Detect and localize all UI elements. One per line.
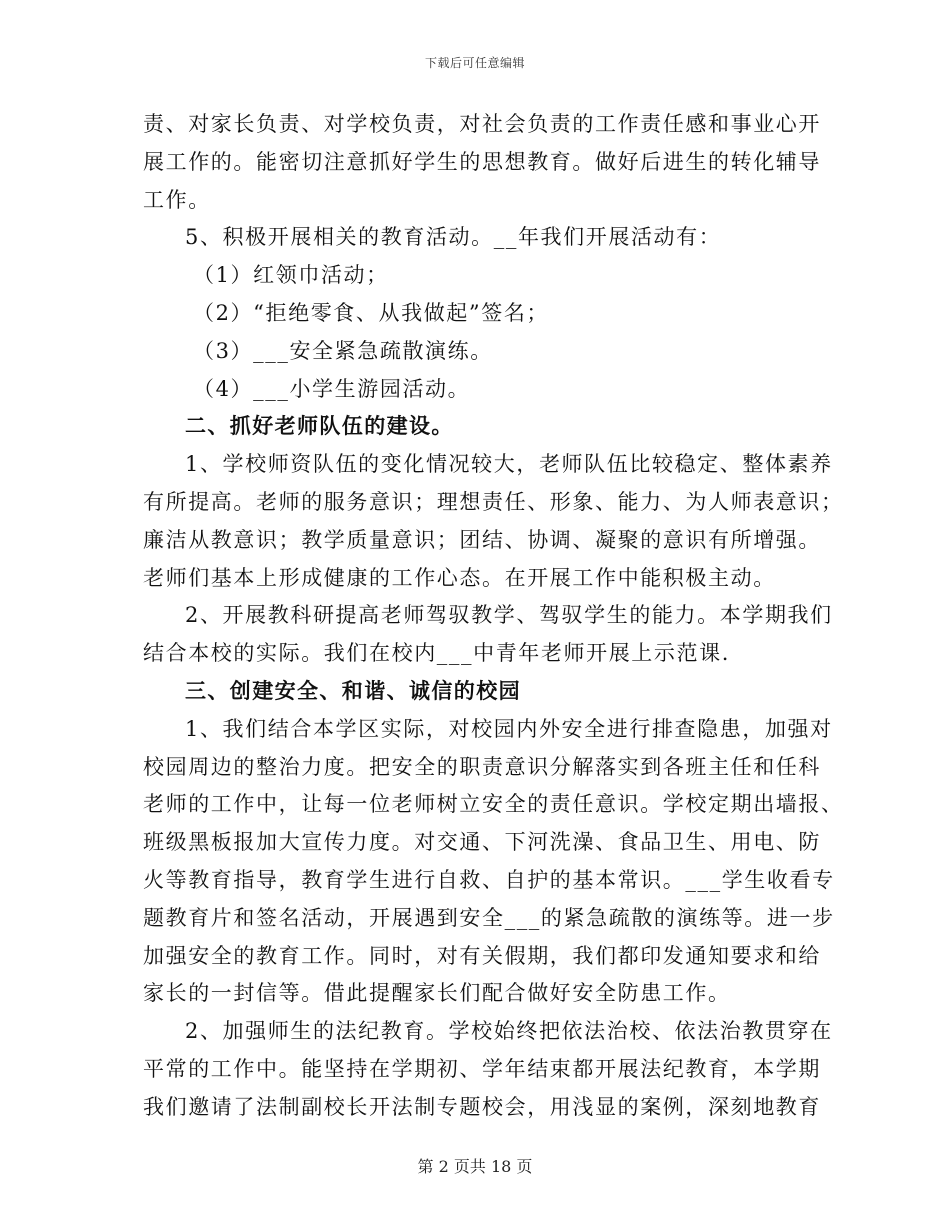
list-item: （2）“拒绝零食、从我做起”签名； — [193, 300, 550, 325]
list-item: （3）___安全紧急疏散演练。 — [193, 338, 493, 363]
body-line: 平常的工作中。能坚持在学期初、学年结束都开展法纪教育，本学期 — [143, 1056, 821, 1081]
body-line: 责、对家长负责、对学校负责，对社会负责的工作责任感和事业心开 — [143, 112, 821, 136]
body-line: 廉洁从教意识；教学质量意识；团结、协调、凝聚的意识有所增强。 — [143, 527, 821, 552]
body-line: 火等教育指导，教育学生进行自救、自护的基本常识。___学生收看专 — [143, 867, 835, 892]
page-footer: 第 2 页共 18 页 — [417, 1157, 533, 1176]
body-line: 工作。 — [143, 187, 211, 212]
body-line: 题教育片和签名活动，开展遇到安全___的紧急疏散的演练等。进一步 — [143, 905, 835, 930]
body-line: 老师们基本上形成健康的工作心态。在开展工作中能积极主动。 — [143, 565, 776, 590]
body-line: 家长的一封信等。借此提醒家长们配合做好安全防患工作。 — [143, 981, 731, 1006]
body-line: 2、加强师生的法纪教育。学校始终把依法治校、依法治教贯穿在 — [185, 1019, 833, 1044]
body-line: 2、开展教科研提高老师驾驭教学、驾驭学生的能力。本学期我们 — [185, 603, 833, 628]
body-line: 结合本校的实际。我们在校内___中青年老师开展上示范课. — [143, 641, 730, 666]
body-line: 展工作的。能密切注意抓好学生的思想教育。做好后进生的转化辅导 — [143, 149, 821, 174]
body-line: 我们邀请了法制副校长开法制专题校会，用浅显的案例，深刻地教育 — [143, 1094, 821, 1119]
page-header: 下载后可任意编辑 — [424, 56, 525, 70]
section-heading: 二、抓好老师队伍的建设。 — [185, 414, 454, 439]
body-line: 加强安全的教育工作。同时，对有关假期，我们都印发通知要求和给 — [143, 943, 821, 968]
section-heading: 三、创建安全、和谐、诚信的校园 — [185, 678, 521, 703]
document-body — [143, 106, 844, 1127]
body-line: 老师的工作中，让每一位老师树立安全的责任意识。学校定期出墙报、 — [143, 792, 844, 817]
body-line: 5、积极开展相关的教育活动。__年我们开展活动有： — [185, 225, 722, 250]
body-line: 1、学校师资队伍的变化情况较大，老师队伍比较稳定、整体素养 — [185, 452, 833, 477]
body-line: 班级黑板报加大宣传力度。对交通、下河洗澡、食品卫生、用电、防 — [143, 830, 821, 855]
body-line: 校园周边的整治力度。把安全的职责意识分解落实到各班主任和任科 — [143, 754, 821, 779]
body-line: 1、我们结合本学区实际，对校园内外安全进行排查隐患，加强对 — [185, 716, 833, 741]
body-line: 有所提高。老师的服务意识；理想责任、形象、能力、为人师表意识； — [143, 489, 844, 514]
list-item: （4）___小学生游园活动。 — [193, 376, 471, 401]
list-item: （1）红领巾活动； — [193, 263, 389, 288]
